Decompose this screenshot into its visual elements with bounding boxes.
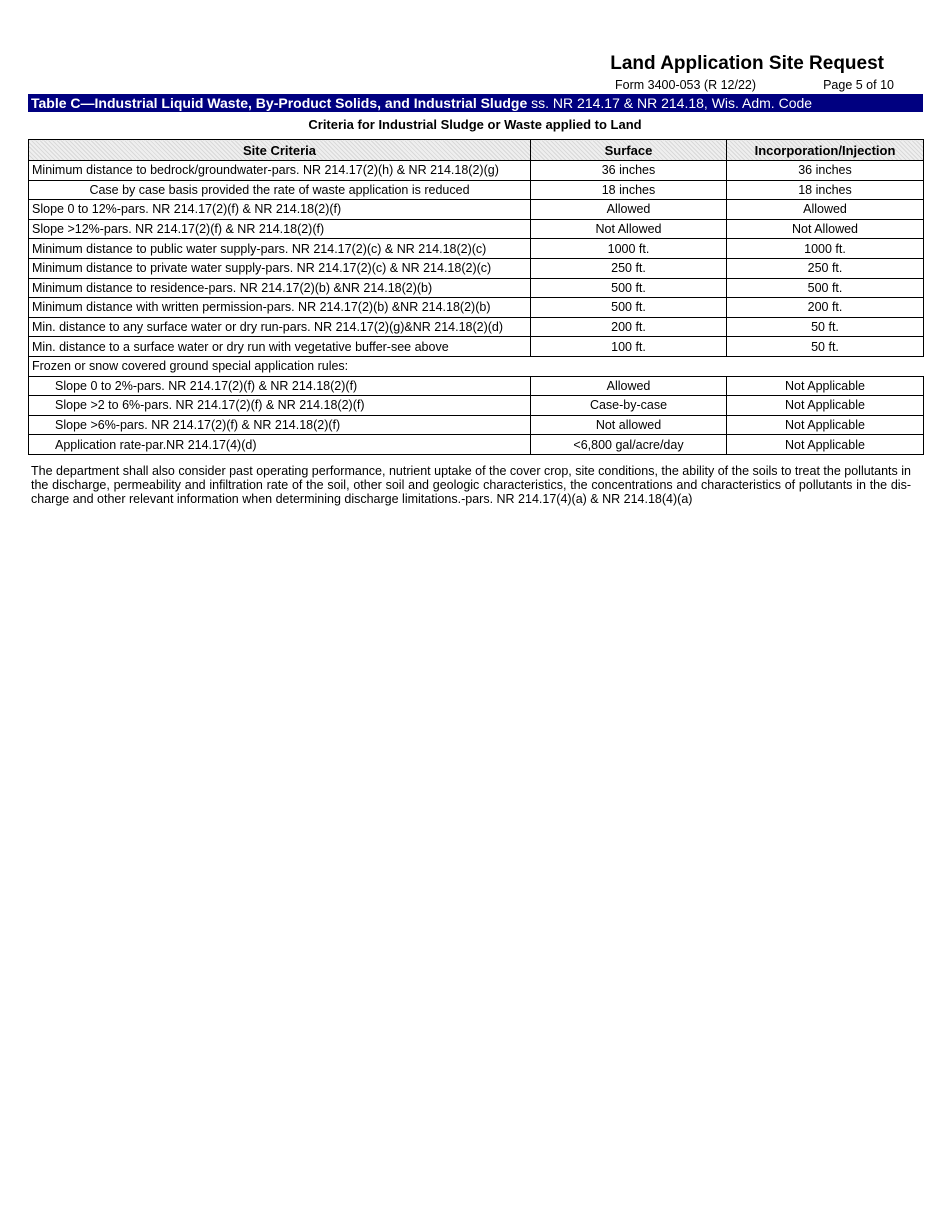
criteria-cell: Slope 0 to 2%-pars. NR 214.17(2)(f) & NR 214.18(2)(f) bbox=[29, 376, 531, 396]
table-row bbox=[29, 415, 924, 435]
table-row bbox=[29, 258, 924, 278]
injection-cell: 250 ft. bbox=[727, 258, 924, 278]
page-number: Page 5 of 10 bbox=[823, 78, 894, 92]
header-incorporation-injection: Incorporation/Injection bbox=[727, 140, 924, 161]
surface-cell: 100 ft. bbox=[531, 337, 727, 357]
header-site-criteria: Site Criteria bbox=[29, 140, 531, 161]
injection-cell: 50 ft. bbox=[727, 337, 924, 357]
surface-cell: 500 ft. bbox=[531, 278, 727, 298]
criteria-cell: Minimum distance to private water supply-pars. NR 214.17(2)(c) & NR 214.18(2)(c) bbox=[29, 258, 531, 278]
table-row bbox=[29, 376, 924, 396]
surface-cell: 250 ft. bbox=[531, 258, 727, 278]
surface-cell: 500 ft. bbox=[531, 298, 727, 318]
injection-cell: Not Applicable bbox=[727, 415, 924, 435]
criteria-cell: Minimum distance with written permission-pars. NR 214.17(2)(b) &NR 214.18(2)(b) bbox=[29, 298, 531, 318]
banner-title: Table C—Industrial Liquid Waste, By-Product Solids, and Industrial Sludge bbox=[31, 95, 528, 111]
table-header-row bbox=[29, 140, 924, 161]
surface-cell: Not Allowed bbox=[531, 219, 727, 239]
criteria-cell: Slope >12%-pars. NR 214.17(2)(f) & NR 214.18(2)(f) bbox=[29, 219, 531, 239]
surface-cell: Case-by-case bbox=[531, 396, 727, 416]
table-subtitle: Criteria for Industrial Sludge or Waste applied to Land bbox=[308, 117, 642, 132]
criteria-cell: Slope 0 to 12%-pars. NR 214.17(2)(f) & NR 214.18(2)(f) bbox=[29, 200, 531, 220]
criteria-cell: Minimum distance to residence-pars. NR 214.17(2)(b) &NR 214.18(2)(b) bbox=[29, 278, 531, 298]
surface-cell: 1000 ft. bbox=[531, 239, 727, 259]
surface-cell: 36 inches bbox=[531, 161, 727, 181]
banner-citation: ss. NR 214.17 & NR 214.18, Wis. Adm. Code bbox=[527, 95, 813, 111]
table-row bbox=[29, 298, 924, 318]
criteria-cell: Minimum distance to public water supply-pars. NR 214.17(2)(c) & NR 214.18(2)(c) bbox=[29, 239, 531, 259]
table-row bbox=[29, 239, 924, 259]
table-banner bbox=[28, 94, 923, 112]
surface-cell bbox=[531, 356, 727, 376]
injection-cell: Not Applicable bbox=[727, 376, 924, 396]
criteria-cell: Min. distance to any surface water or dry run-pars. NR 214.17(2)(g)&NR 214.18(2)(d) bbox=[29, 317, 531, 337]
surface-cell: Allowed bbox=[531, 376, 727, 396]
injection-cell: 500 ft. bbox=[727, 278, 924, 298]
table-row bbox=[29, 161, 924, 181]
criteria-table bbox=[28, 139, 924, 455]
injection-cell: 50 ft. bbox=[727, 317, 924, 337]
criteria-cell: Slope >6%-pars. NR 214.17(2)(f) & NR 214.18(2)(f) bbox=[29, 415, 531, 435]
criteria-cell: Min. distance to a surface water or dry run with vegetative buffer-see above bbox=[29, 337, 531, 357]
section-row-frozen-ground bbox=[29, 356, 924, 376]
footnote-paragraph: The department shall also consider past operating performance, nutrient uptake of the cover crop, site conditions, the ability of the soils to treat the pollutants in the discharge, permeability and infiltration rate of the soil, other soil and geologic characteristics, the concentrations and characteristics of pollutants in the dis-charge and other relevant information when determining discharge limitations.-pars. NR 214.17(4)(a) & NR 214.18(4)(a) bbox=[31, 464, 911, 506]
injection-cell: 18 inches bbox=[727, 180, 924, 200]
table-row bbox=[29, 200, 924, 220]
injection-cell: Not Applicable bbox=[727, 396, 924, 416]
injection-cell: 200 ft. bbox=[727, 298, 924, 318]
table-row bbox=[29, 435, 924, 455]
criteria-cell: Minimum distance to bedrock/groundwater-pars. NR 214.17(2)(h) & NR 214.18(2)(g) bbox=[29, 161, 531, 181]
form-title: Land Application Site Request bbox=[610, 53, 884, 74]
injection-cell: Not Allowed bbox=[727, 219, 924, 239]
surface-cell: Allowed bbox=[531, 200, 727, 220]
form-number: Form 3400-053 (R 12/22) bbox=[615, 78, 757, 92]
table-row bbox=[29, 180, 924, 200]
table-row bbox=[29, 337, 924, 357]
injection-cell: 36 inches bbox=[727, 161, 924, 181]
section-heading-cell: Frozen or snow covered ground special application rules: bbox=[29, 356, 531, 376]
table-row bbox=[29, 396, 924, 416]
criteria-cell: Slope >2 to 6%-pars. NR 214.17(2)(f) & NR 214.18(2)(f) bbox=[29, 396, 531, 416]
table-row bbox=[29, 317, 924, 337]
header-surface: Surface bbox=[531, 140, 727, 161]
surface-cell: Not allowed bbox=[531, 415, 727, 435]
table-row bbox=[29, 219, 924, 239]
injection-cell: Not Applicable bbox=[727, 435, 924, 455]
injection-cell: 1000 ft. bbox=[727, 239, 924, 259]
injection-cell: Allowed bbox=[727, 200, 924, 220]
table-row bbox=[29, 278, 924, 298]
criteria-cell: Case by case basis provided the rate of waste application is reduced bbox=[29, 180, 531, 200]
injection-cell bbox=[727, 356, 924, 376]
surface-cell: <6,800 gal/acre/day bbox=[531, 435, 727, 455]
surface-cell: 18 inches bbox=[531, 180, 727, 200]
surface-cell: 200 ft. bbox=[531, 317, 727, 337]
criteria-cell: Application rate-par.NR 214.17(4)(d) bbox=[29, 435, 531, 455]
